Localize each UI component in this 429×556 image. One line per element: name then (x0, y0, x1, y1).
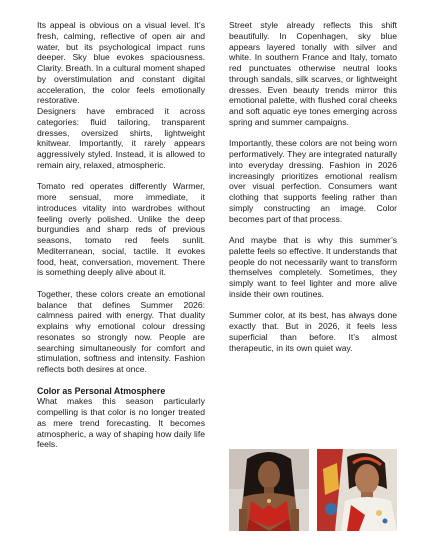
paragraph: Designers have embraced it across categories: fluid tailoring, transparent dresses, oversized shirts, lightweight knitwear. Importantly, it rarely appears aggressively styled. Instead, it is allowed to remain airy, relaxed, atmospheric. (37, 106, 205, 170)
paragraph: Street style already reflects this shift beautifully. In Copenhagen, sky blue appears layered tonally with silver and white. In southern France and Italy, tomato red punctuates otherwise neutral looks through sandals, silk scarves, or lightweight dresses. Even beauty trends mirror this emotional palette, with flushed coral cheeks and soft aquatic eye tones emerging across spring and summer campaigns. (229, 20, 397, 127)
paragraph: Its appeal is obvious on a visual level. It’s fresh, calming, reflective of open air and water, but its psychological impact runs deeper. Sky blue evokes spaciousness. Clarity. Breath. In a cultural moment shaped by overstimulation and constant digital acceleration, the color feels emotionally restorative. (37, 20, 205, 106)
paragraph: Importantly, these colors are not being worn performatively. They are integrated naturally into everyday dressing. Fashion in 2026 increasingly prioritizes emotional realism over visual perfection. Consumers want clothing that supports feeling rather than simply constructing an image. Color becomes part of that process. (229, 138, 397, 224)
paragraph: What makes this season particularly compelling is that color is no longer treated as mere trend forecasting. It becomes atmospheric, a way of shaping how daily life feels. (37, 396, 205, 450)
section-heading: Color as Personal Atmosphere (37, 385, 166, 396)
paragraph: Tomato red operates differently Warmer, more sensual, more immediate, it introduces vitality into wardrobes without feeling overly polished. Unlike the deep burgundies and sharp reds of previous seasons, tomato red feels sunlit. Mediterranean, social, tactile. It evokes food, heat, conversation, movement. There is something deeply alive about it. (37, 181, 205, 278)
right-column (229, 20, 397, 353)
paragraph: And maybe that is why this summer’s palette feels so effective. It understands that people do not necessarily want to transform themselves completely. Sometimes, they simply want to feel lighter and more alive inside their own routines. (229, 235, 398, 299)
paragraph: Summer color, at its best, has always done exactly that. But in 2026, it feels less superficial than before. It’s almost therapeutic, in its own quiet way. (229, 310, 397, 353)
paragraph: Together, these colors create an emotional balance that defines Summer 2026: calmness paired with energy. That duality explains why emotional colour dressing resonates so strongly now. People are searching simultaneously for comfort and stimulation, softness and intensity. Fashion reflects both desires at once. (37, 288, 205, 374)
fashion-photo-red-dress (229, 449, 309, 531)
photo-row (229, 449, 397, 531)
fashion-photo-portrait (317, 449, 397, 531)
left-column (37, 20, 205, 450)
